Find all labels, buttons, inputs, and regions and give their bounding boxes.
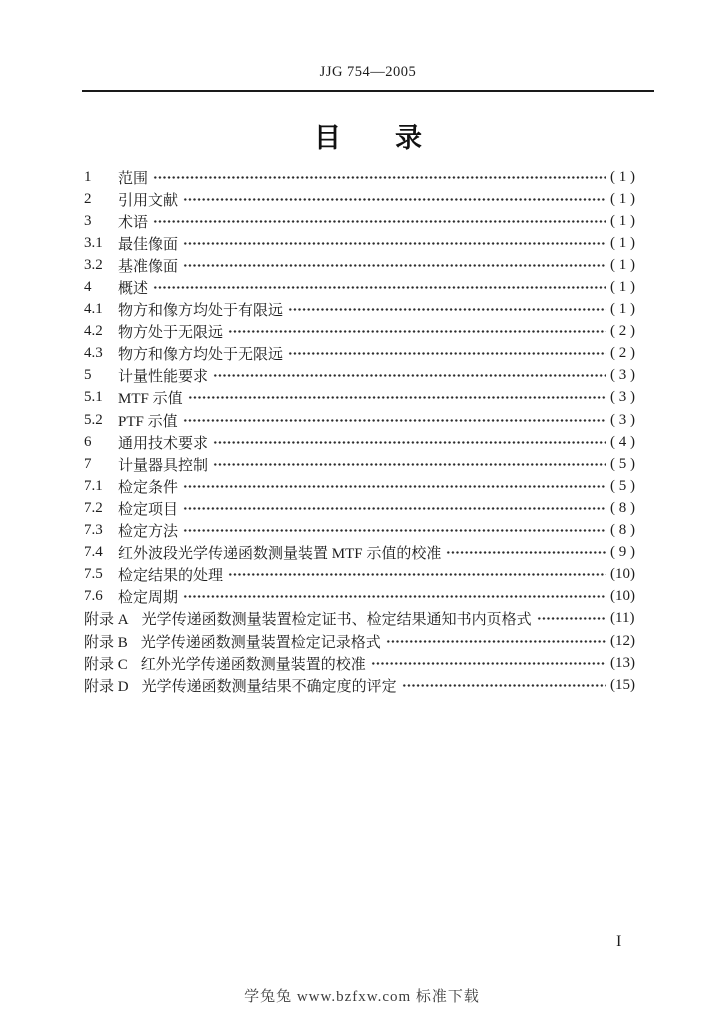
toc-entry-label: 引用文献 [118,192,179,209]
toc-entry-page: ( 1 ) [610,190,635,207]
toc-list [84,166,654,696]
toc-entry[interactable] [84,299,654,321]
toc-entry-number: 4.3 [84,345,103,362]
toc-entry-page: ( 8 ) [610,499,635,516]
toc-entry-page: ( 3 ) [610,389,635,406]
dot-leader [371,656,606,671]
dot-leader [402,678,606,693]
header-rule [82,90,654,92]
toc-entry-number: 7.2 [84,499,103,516]
toc-entry-label: 物方处于无限远 [118,325,224,342]
toc-entry-page: ( 5 ) [610,477,635,494]
dot-leader [153,280,606,295]
dot-leader [288,346,606,361]
toc-entry-label: 术语 [118,214,149,231]
dot-leader [386,634,606,649]
toc-entry-number: 7.5 [84,566,103,583]
dot-leader [183,413,606,428]
toc-entry[interactable] [84,608,654,630]
toc-entry-number: 5.1 [84,389,103,406]
toc-entry-label: 通用技术要求 [118,435,209,452]
page-number: I [616,933,622,950]
toc-entry[interactable] [84,674,654,696]
toc-entry-page: ( 1 ) [610,256,635,273]
dot-leader [183,523,606,538]
toc-entry-page: (15) [610,676,635,693]
toc-entry[interactable] [84,254,654,276]
toc-entry-number: 7 [84,455,92,472]
dot-leader [537,611,606,626]
toc-entry-number: 4.1 [84,301,103,318]
toc-entry[interactable] [84,166,654,188]
toc-entry-page: (10) [610,588,635,605]
toc-entry-label: 基准像面 [118,258,179,275]
toc-entry-page: ( 1 ) [610,279,635,296]
toc-entry-label: 检定项目 [118,501,179,518]
toc-entry[interactable] [84,431,654,453]
toc-entry-number: 3 [84,212,92,229]
toc-entry-label: MTF 示值 [118,391,183,408]
toc-entry-number: 5.2 [84,411,103,428]
toc-entry[interactable] [84,652,654,674]
toc-entry-page: ( 2 ) [610,323,635,340]
dot-leader [188,390,606,405]
toc-entry-label: 物方和像方均处于无限远 [118,347,284,364]
toc-entry-page: (11) [610,610,635,627]
toc-entry-label: 计量器具控制 [118,457,209,474]
toc-entry-label: 范围 [118,170,149,187]
toc-entry-label: 检定方法 [118,524,179,541]
toc-entry[interactable] [84,630,654,652]
dot-leader [228,567,606,582]
toc-entry[interactable] [84,276,654,298]
toc-entry-label: 检定周期 [118,590,179,607]
toc-entry-page: (10) [610,566,635,583]
dot-leader [183,236,606,251]
toc-entry-number: 6 [84,433,92,450]
toc-entry-number: 3.1 [84,234,103,251]
toc-entry-page: (13) [610,654,635,671]
dot-leader [183,192,606,207]
toc-entry-label: 光学传递函数测量装置检定证书、检定结果通知书内页格式 [141,612,532,629]
toc-entry[interactable] [84,343,654,365]
toc-entry-page: ( 3 ) [610,367,635,384]
toc-entry-number: 附录 C [84,656,128,673]
toc-entry[interactable] [84,409,654,431]
toc-entry-label: 光学传递函数测量装置检定记录格式 [140,634,381,651]
toc-entry-number: 2 [84,190,92,207]
dot-leader [183,258,606,273]
toc-entry-page: (12) [610,632,635,649]
toc-entry[interactable] [84,232,654,254]
toc-entry-page: ( 1 ) [610,301,635,318]
toc-entry[interactable] [84,542,654,564]
toc-entry-number: 7.1 [84,477,103,494]
toc-entry[interactable] [84,387,654,409]
dot-leader [153,214,606,229]
toc-entry[interactable] [84,321,654,343]
toc-entry-label: 红外波段光学传递函数测量装置 MTF 示值的校准 [118,546,442,563]
toc-entry-page: ( 8 ) [610,522,635,539]
toc-entry-label: 检定条件 [118,479,179,496]
toc-entry-label: 检定结果的处理 [118,568,224,585]
toc-entry-number: 7.4 [84,544,103,561]
dot-leader [213,368,606,383]
toc-entry[interactable] [84,497,654,519]
dot-leader [446,545,606,560]
toc-entry-number: 附录 B [84,634,128,651]
dot-leader [288,302,606,317]
toc-entry-label: 红外光学传递函数测量装置的校准 [140,656,366,673]
toc-entry-label: 光学传递函数测量结果不确定度的评定 [141,678,397,695]
standard-number: JJG 754—2005 [319,64,417,80]
toc-entry-page: ( 1 ) [610,168,635,185]
toc-entry[interactable] [84,586,654,608]
toc-entry-number: 3.2 [84,256,103,273]
toc-entry-number: 4.2 [84,323,103,340]
dot-leader [183,589,606,604]
toc-entry[interactable] [84,365,654,387]
toc-entry[interactable] [84,188,654,210]
dot-leader [183,501,606,516]
toc-entry-page: ( 1 ) [610,234,635,251]
toc-entry-page: ( 1 ) [610,212,635,229]
toc-entry-number: 4 [84,279,92,296]
page-title: 目 录 [314,123,422,153]
toc-entry-page: ( 4 ) [610,433,635,450]
toc-entry-label: 最佳像面 [118,236,179,253]
dot-leader [213,457,606,472]
toc-entry-page: ( 2 ) [610,345,635,362]
toc-entry[interactable] [84,564,654,586]
toc-entry-number: 7.3 [84,522,103,539]
toc-entry-number: 附录 A [84,612,129,629]
toc-entry-number: 附录 D [84,678,129,695]
toc-entry[interactable] [84,453,654,475]
toc-entry[interactable] [84,210,654,232]
dot-leader [183,479,606,494]
toc-entry[interactable] [84,475,654,497]
toc-entry-page: ( 5 ) [610,455,635,472]
dot-leader [153,170,606,185]
dot-leader [228,324,606,339]
toc-entry[interactable] [84,520,654,542]
toc-entry-number: 5 [84,367,92,384]
toc-entry-page: ( 3 ) [610,411,635,428]
watermark: 学兔兔 www.bzfxw.com 标准下载 [244,989,480,1005]
toc-entry-page: ( 9 ) [610,544,635,561]
dot-leader [213,435,606,450]
toc-entry-number: 1 [84,168,92,185]
toc-entry-label: 物方和像方均处于有限远 [118,303,284,320]
toc-entry-label: 计量性能要求 [118,369,209,386]
toc-entry-label: 概述 [118,281,149,298]
toc-entry-number: 7.6 [84,588,103,605]
toc-entry-label: PTF 示值 [118,413,178,430]
